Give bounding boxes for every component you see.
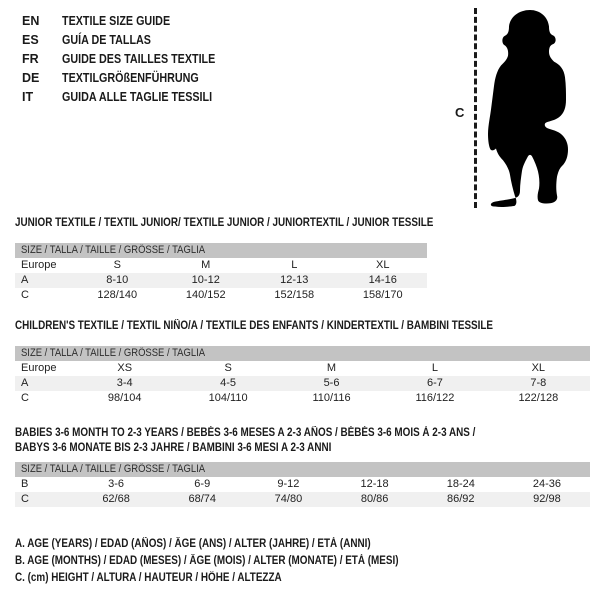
language-row	[22, 12, 240, 31]
table-cell: S	[224, 362, 232, 374]
size-header-bar	[15, 243, 427, 258]
legend-line-b	[15, 553, 461, 570]
table-cell: M	[201, 259, 211, 271]
table-cell: 5-6	[323, 377, 340, 389]
language-row	[22, 69, 240, 88]
babies-size-table	[15, 462, 590, 507]
table-cell: 14-16	[368, 274, 397, 286]
table-cell: 140/152	[185, 289, 226, 301]
size-header-bar	[15, 346, 590, 361]
language-row	[22, 50, 240, 69]
children-section-title	[15, 319, 571, 334]
table-cell: 3-4	[116, 377, 133, 389]
row-label: Europe	[21, 362, 57, 374]
children-size-table	[15, 346, 590, 406]
row-label: A	[21, 274, 29, 286]
legend-text-b: B. AGE (MONTHS) / EDAD (MESES) / ÂGE (MOIS) / ALTER (MONATE) / ETÀ (MESI)	[15, 555, 399, 567]
babies-section-title-line1	[15, 426, 550, 441]
legend-line-a	[15, 536, 461, 553]
size-header-text: SIZE / TALLA / TAILLE / GRÖSSE / TAGLIA	[21, 347, 206, 359]
junior-size-table	[15, 243, 427, 303]
size-header-text: SIZE / TALLA / TAILLE / GRÖSSE / TAGLIA	[21, 463, 206, 475]
row-label: C	[21, 493, 29, 505]
language-row	[22, 31, 240, 50]
table-cell: S	[113, 259, 121, 271]
table-cell: XL	[376, 259, 390, 271]
table-cell: 62/68	[102, 493, 130, 505]
measure-legend	[15, 536, 461, 587]
language-title: TEXTILGRÖßENFÜHRUNG	[62, 71, 199, 85]
table-cell: 80/86	[360, 493, 389, 505]
table-cell: 122/128	[518, 392, 559, 404]
table-cell: L	[291, 259, 298, 271]
table-cell: 10-12	[191, 274, 220, 286]
table-row	[15, 361, 590, 376]
language-code: ES	[22, 33, 39, 47]
table-cell: 12-13	[280, 274, 309, 286]
language-row	[22, 88, 240, 107]
babies-section-title-text2: BABYS 3-6 MONATE BIS 2-3 JAHRE / BAMBINI 3-6 MESI A 2-3 ANNI	[15, 442, 332, 454]
language-title: GUIDE DES TAILLES TEXTILE	[62, 52, 216, 66]
table-row	[15, 376, 590, 391]
table-cell: 3-6	[108, 478, 125, 490]
table-cell: 92/98	[533, 493, 561, 505]
table-cell: 104/110	[208, 392, 248, 404]
table-cell: 6-7	[426, 377, 443, 389]
legend-text-a: A. AGE (YEARS) / EDAD (AÑOS) / ÂGE (ANS) / ALTER (JAHRE) / ETÀ (ANNI)	[15, 538, 371, 550]
language-title-list	[22, 12, 240, 107]
table-row	[15, 273, 427, 288]
table-cell: 74/80	[274, 493, 303, 505]
table-cell: 158/170	[362, 289, 403, 301]
table-cell: 116/122	[415, 392, 455, 404]
legend-text-c: C. (cm) HEIGHT / ALTURA / HAUTEUR / HÖHE / ALTEZZA	[15, 572, 282, 584]
height-measure-label: C	[455, 105, 465, 120]
table-row	[15, 477, 590, 492]
table-cell: XL	[531, 362, 546, 374]
babies-section-title-line2	[15, 441, 383, 456]
language-title: GUIDA ALLE TAGLIE TESSILI	[62, 90, 213, 104]
height-dashed-line	[474, 8, 477, 208]
baby-silhouette-icon	[487, 8, 579, 208]
table-row	[15, 492, 590, 507]
table-cell: L	[431, 362, 438, 374]
row-label: C	[21, 392, 29, 404]
row-label: C	[21, 289, 29, 301]
junior-section-title	[15, 216, 501, 231]
language-title: TEXTILE SIZE GUIDE	[62, 14, 171, 28]
babies-section-title-text1: BABIES 3-6 MONTH TO 2-3 YEARS / BEBÉS 3-6 MESES A 2-3 AÑOS / BÉBÉS 3-6 MOIS À 2-3 ANS /	[15, 427, 476, 439]
table-cell: 12-18	[360, 478, 389, 490]
size-header-bar	[15, 462, 590, 477]
table-cell: 18-24	[446, 478, 475, 490]
table-cell: 86/92	[447, 493, 475, 505]
legend-line-c	[15, 570, 461, 587]
size-header-text: SIZE / TALLA / TAILLE / GRÖSSE / TAGLIA	[21, 244, 206, 256]
table-cell: 8-10	[106, 274, 129, 286]
table-row	[15, 258, 427, 273]
row-label: Europe	[21, 259, 57, 271]
table-cell: 4-5	[220, 377, 237, 389]
row-label: B	[21, 478, 29, 490]
table-cell: 6-9	[194, 478, 211, 490]
language-code: EN	[22, 14, 40, 28]
table-cell: M	[326, 362, 337, 374]
table-cell: 152/158	[274, 289, 315, 301]
children-section-title-text: CHILDREN'S TEXTILE / TEXTIL NIÑO/A / TEXTILE DES ENFANTS / KINDERTEXTIL / BAMBINI TESSILE	[15, 320, 494, 332]
table-cell: 9-12	[277, 478, 300, 490]
table-cell: 98/104	[107, 392, 142, 404]
table-cell: 24-36	[532, 478, 562, 490]
language-code: IT	[22, 90, 34, 104]
junior-section-title-text: JUNIOR TEXTILE / TEXTIL JUNIOR/ TEXTILE JUNIOR / JUNIORTEXTIL / JUNIOR TESSILE	[15, 217, 434, 229]
language-code: DE	[22, 71, 40, 85]
language-title: GUÍA DE TALLAS	[62, 33, 151, 47]
table-cell: 7-8	[530, 377, 547, 389]
language-code: FR	[22, 52, 39, 66]
row-label: A	[21, 377, 29, 389]
table-cell: XS	[117, 362, 133, 374]
table-cell: 68/74	[188, 493, 217, 505]
table-cell: 110/116	[312, 392, 351, 404]
table-row	[15, 391, 590, 406]
table-cell: 128/140	[97, 289, 138, 301]
table-row	[15, 288, 427, 303]
